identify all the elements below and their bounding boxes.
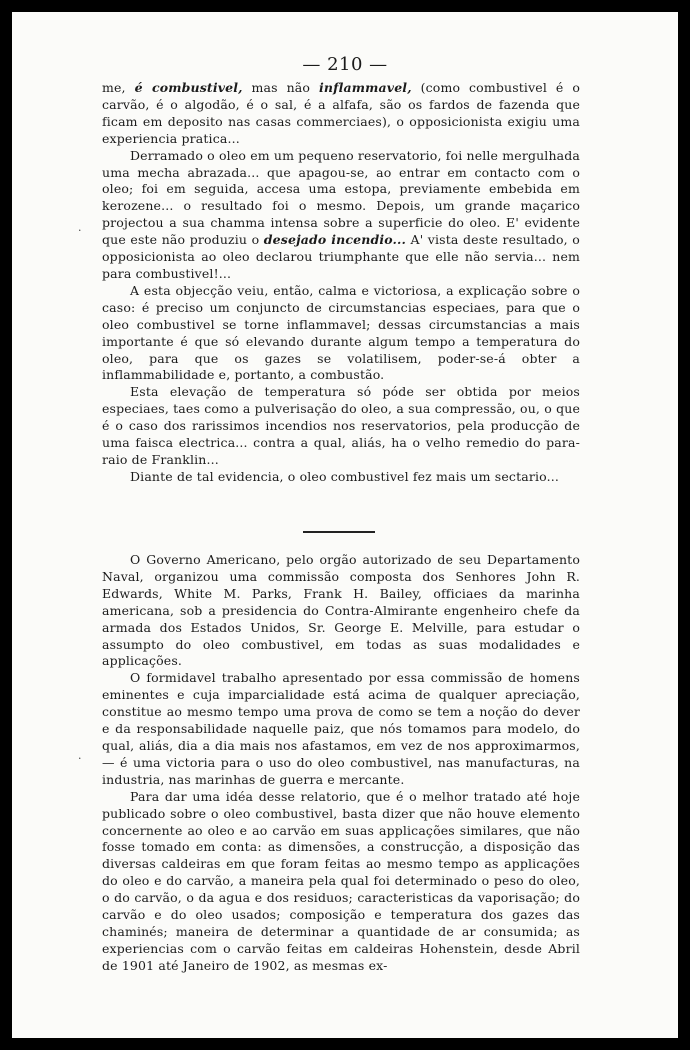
emphasis-text: inflammavel, xyxy=(318,80,412,95)
paragraph-text: O Governo Americano, pelo orgão autorizado de seu Departamento Naval, organizou uma commissão composta dos Senhores John R. Edwards, White M. Parks, Frank H. Bailey, officiaes da marinha americana, sob a presidencia do Contra-Almirante engenheiro chefe da armada dos Estados Unidos, Sr. George E. Melville, para estudar o assumpto do oleo combustivel, em todas as suas modalidades e applicações. xyxy=(102,552,580,669)
text-section-naval-commission xyxy=(102,552,580,975)
section-divider xyxy=(303,531,375,533)
paragraph xyxy=(102,789,580,975)
paragraph-text: A esta objecção veiu, então, calma e victoriosa, a explicação sobre o caso: é preciso um conjuncto de circumstancias especiaes, para que o oleo combustivel se torne inflammavel; dessas circumstancias a mais importante é que só elevando durante algum tempo a temperatura do oleo, para que os gazes se volatilisem, poder-se-á obter a inflammabilidade e, portanto, a combustão. xyxy=(102,282,580,383)
margin-mark: · xyxy=(78,752,82,765)
paragraph-text: mas não xyxy=(242,80,319,95)
paragraph-text: A' vista deste resultado, o opposicionista ao oleo declarou triumphante que elle não servia... nem para combustivel!... xyxy=(102,232,580,281)
emphasis-text: é combustivel, xyxy=(134,80,243,95)
paragraph-text: me, xyxy=(102,80,135,95)
page-number: — 210 — xyxy=(302,54,388,75)
paragraph xyxy=(102,283,580,384)
text-section-oil-experiment xyxy=(102,80,580,486)
paragraph xyxy=(102,148,580,283)
paragraph-text: Para dar uma idéa desse relatorio, que é o melhor tratado até hoje publicado sobre o oleo combustivel, basta dizer que não houve elemento concernente ao oleo e ao carvão em suas applicações similares, que não fosse tomado em conta: as dimensões, a construcção, a disposição das diversas caldeiras em que foram feitas ao mesmo tempo as applicações do oleo e do carvão, a maneira pela qual foi determinado o peso do oleo, o do carvão, o da agua e dos residuos; caracteristicas da vaporisação; do carvão e do oleo usados; composição e temperatura dos gazes das chaminés; maneira de determinar a quantidade de ar consumida; as experiencias com o carvão feitas em caldeiras Hohenstein, desde Abril de 1901 até Janeiro de 1902, as mesmas ex- xyxy=(102,788,580,973)
paragraph-text: Esta elevação de temperatura só póde ser obtida por meios especiaes, taes como a pulverisação do oleo, a sua compressão, ou, o que é o caso dos rarissimos incendios nos reservatorios, pela producção de uma faisca electrica... contra a qual, aliás, ha o velho remedio do para-raio de Franklin... xyxy=(102,384,580,467)
paragraph xyxy=(102,384,580,469)
paragraph-text: Diante de tal evidencia, o oleo combustivel fez mais um sectario... xyxy=(130,468,559,484)
paragraph xyxy=(102,469,580,486)
paragraph-text: Derramado o oleo em um pequeno reservatorio, foi nelle mergulhada uma mecha abrazada... que apagou-se, ao entrar em contacto com o oleo; foi em seguida, accesa uma estopa, previamente embebida em kerozene... o resultado foi o mesmo. Depois, um grande maçarico projectou a sua chamma intensa sobre a superficie do oleo. E' evidente que este não produziu o xyxy=(102,147,580,248)
paragraph xyxy=(102,80,580,148)
paragraph-text: O formidavel trabalho apresentado por essa commissão de homens eminentes e cuja imparcialidade está acima de qualquer apreciação, constitue ao mesmo tempo uma prova de como se tem a noção do dever e da responsabilidade naquelle paiz, que nós tomamos para modelo, do qual, aliás, dia a dia mais nos afastamos, em vez de nos approximarmos, — é uma victoria para o uso do oleo combustivel, nas manufacturas, na industria, nas marinhas de guerra e mercante. xyxy=(102,670,580,787)
margin-mark: · xyxy=(78,224,82,237)
paragraph xyxy=(102,670,580,788)
document-page xyxy=(12,12,678,1038)
emphasis-text: desejado incendio... xyxy=(263,232,407,248)
paragraph-text: (como combustivel é o carvão, é o algodão, é o sal, é a alfafa, são os fardos de fazenda que ficam em deposito nas casas commerciaes), o opposicionista exigiu uma experiencia pratica... xyxy=(102,80,580,146)
paragraph xyxy=(102,552,580,670)
